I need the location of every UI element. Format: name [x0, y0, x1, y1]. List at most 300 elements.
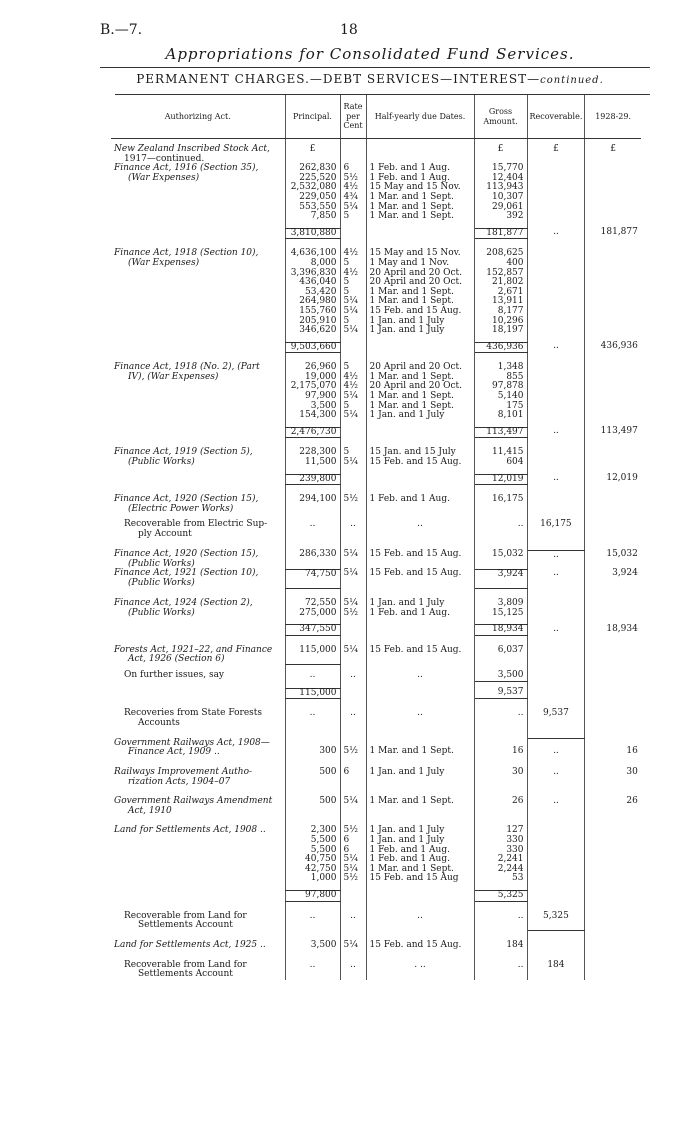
year-amount: 30: [626, 767, 638, 777]
list-value: 1 Mar. and 1 Sept.: [369, 201, 454, 212]
act-cell: [111, 941, 285, 951]
act-line: (Public Works): [128, 457, 195, 468]
due-dates: 15 Feb. and 15 Aug.: [366, 646, 474, 665]
act-cell: [111, 646, 285, 665]
list-value: 19,000: [305, 371, 337, 382]
list-value: 1 Mar. and 1 Sept.: [369, 400, 454, 411]
list-value: 20 April and 20 Oct.: [369, 277, 462, 288]
act-cell: [111, 569, 285, 588]
principal-list: [285, 826, 340, 884]
list-value: 1 Feb. and 1 Aug.: [369, 854, 450, 865]
list-value: 8,000: [310, 257, 337, 268]
list-value: 855: [506, 371, 524, 382]
subtotal-principal: 115,000: [285, 688, 340, 699]
list-value: 4½: [343, 381, 358, 392]
table-row: [111, 739, 641, 758]
list-value: 1 Mar. and 1 Sept.: [369, 371, 454, 382]
dots: ..: [474, 961, 527, 980]
list-value: 29,061: [492, 201, 524, 212]
list-value: 8,177: [497, 305, 524, 316]
list-value: 1 Jan. and 1 July: [369, 325, 445, 336]
act-cell: [111, 797, 285, 816]
act-line: Finance Act, 1924 (Section 2),: [114, 597, 253, 608]
list-value: 21,802: [492, 277, 524, 288]
list-value: 1 Jan. and 1 July: [369, 834, 445, 845]
list-value: 20 April and 20 Oct.: [369, 381, 462, 392]
list-value: 5¼: [343, 201, 358, 212]
list-value: 1 Feb. and 1 Aug.: [369, 163, 450, 174]
table-row: [111, 569, 641, 588]
act-line: Settlements Account: [138, 969, 233, 980]
subtotal-row: [111, 342, 641, 353]
list-value: 97,878: [492, 381, 524, 392]
gross-amount: 30: [474, 768, 527, 787]
act-line: 1917—continued.: [124, 153, 205, 164]
title-rule: [100, 67, 650, 68]
table-row: [111, 520, 641, 539]
list-value: 1 Jan. and 1 July: [369, 597, 445, 608]
act-line: Finance Act, 1918 (No. 2), (Part: [114, 362, 260, 373]
col-due-dates: Half-yearly due Dates.: [366, 95, 474, 139]
dots: . ..: [366, 961, 474, 980]
principal: 300: [285, 739, 340, 758]
table-row: [111, 495, 641, 514]
table-row: [111, 826, 641, 884]
list-value: 3,500: [310, 400, 337, 411]
appropriations-table: [111, 95, 641, 980]
list-value: 1 Mar. and 1 Sept.: [369, 286, 454, 297]
dots: ..: [285, 912, 340, 931]
list-value: 208,625: [486, 248, 524, 259]
list-value: 127: [506, 825, 524, 836]
principal-list: [285, 164, 340, 222]
act-line-text: Finance Act, 1909: [128, 747, 212, 758]
list-value: 5¼: [343, 325, 358, 336]
subtotal-gross: 436,936: [474, 342, 527, 353]
list-value: 1 Jan. and 1 July: [369, 315, 445, 326]
dots: ..: [527, 427, 585, 438]
list-value: 11,415: [492, 447, 524, 458]
list-value: 5¼: [343, 457, 358, 468]
year-amount: 181,877: [600, 227, 638, 238]
col-rate: Rate per Cent: [340, 95, 366, 139]
list-value: 15 Feb. and 15 Aug.: [369, 457, 462, 468]
list-value: 2,532,080: [290, 182, 337, 193]
list-value: 5: [343, 257, 350, 268]
act-line: Act, 1910: [128, 805, 172, 816]
list-value: 400: [506, 257, 524, 268]
list-value: 1 Mar. and 1 Sept.: [369, 391, 454, 402]
list-value: 15 May and 15 Nov.: [369, 248, 461, 259]
principal: 294,100: [285, 495, 340, 514]
act-line: (War Expenses): [128, 257, 200, 268]
list-value: 11,500: [305, 457, 337, 468]
list-value: 5¼: [343, 410, 358, 421]
list-value: 5½: [343, 172, 358, 183]
rate-list: [340, 448, 366, 467]
act-cell: [111, 912, 285, 931]
year-amount: 16: [626, 745, 638, 756]
due-dates: 1 Mar. and 1 Sept.: [366, 739, 474, 758]
list-value: 5: [343, 447, 350, 458]
act-line: Railways Improvement Autho-: [114, 767, 253, 777]
due-dates: 1 Feb. and 1 Aug.: [366, 495, 474, 514]
act-line: Recoverable from Land for: [124, 959, 247, 970]
col-recoverable: Recoverable.: [527, 95, 585, 139]
act-line: Forests Act, 1921–22, and Finance: [114, 644, 273, 655]
list-value: 275,000: [299, 607, 337, 618]
list-value: 1,348: [497, 362, 524, 373]
page-header: [0, 22, 700, 42]
list-value: 1 May and 1 Nov.: [369, 257, 450, 268]
act-line: [114, 826, 282, 836]
rate: 5¼: [340, 941, 366, 951]
list-value: 1 Mar. and 1 Sept.: [369, 211, 454, 222]
act-line: Settlements Account: [138, 920, 233, 931]
subtotal-principal: 97,800: [285, 890, 340, 901]
list-value: 15 Jan. and 15 July: [369, 447, 456, 458]
list-value: 2,244: [497, 863, 524, 874]
list-value: 2,241: [497, 854, 524, 865]
list-value: 5¼: [343, 296, 358, 307]
table-row: [111, 599, 641, 618]
act-cell: [111, 164, 285, 222]
list-value: 3,396,830: [290, 267, 337, 278]
list-value: 53,420: [305, 286, 337, 297]
act-cell: [111, 826, 285, 884]
section-main: PERMANENT CHARGES.—DEBT SERVICES—INTEREST—: [136, 72, 541, 86]
year-amount: 15,032: [606, 549, 638, 560]
list-value: 392: [506, 211, 524, 222]
subtotal-principal: 239,800: [285, 474, 340, 485]
dots: ..: [340, 520, 366, 539]
list-value: 1 Mar. and 1 Sept.: [369, 191, 454, 202]
principal: 286,330: [285, 550, 340, 569]
table-row: [111, 646, 641, 665]
act-cell: [111, 448, 285, 467]
list-value: 205,910: [299, 315, 337, 326]
list-value: 175: [506, 400, 524, 411]
list-value: 4,636,100: [290, 248, 337, 259]
col-authorizing-act: Authorizing Act.: [111, 95, 285, 139]
due-dates: 15 Feb. and 15 Aug.: [366, 941, 474, 951]
act-line: Government Railways Act, 1908—: [114, 737, 270, 748]
currency-symbol: £: [610, 144, 616, 154]
act-cell: [111, 249, 285, 335]
gross-amount: 6,037: [474, 646, 527, 665]
dots: ..: [527, 342, 585, 353]
list-value: 5,500: [310, 844, 337, 855]
dots: ..: [527, 797, 585, 816]
act-cell: [111, 550, 285, 569]
dots: ..: [285, 520, 340, 539]
act-line: Government Railways Amendment: [114, 796, 273, 807]
table-row: [111, 164, 641, 222]
dots: ..: [474, 912, 527, 931]
list-value: 8,101: [497, 410, 524, 421]
act-cell: [111, 599, 285, 618]
list-value: 4½: [343, 248, 358, 259]
dots: ..: [366, 709, 474, 728]
principal: 500: [285, 797, 340, 816]
table-row: [111, 448, 641, 467]
act-cell: [111, 520, 285, 539]
principal-list: [285, 448, 340, 467]
list-value: 5: [343, 211, 350, 222]
due-dates: 1 Mar. and 1 Sept.: [366, 797, 474, 816]
list-value: 42,750: [305, 863, 337, 874]
dots: ..: [340, 671, 366, 681]
subtotal-principal: 9,503,660: [285, 342, 340, 353]
dots: ..: [366, 520, 474, 539]
subtotal-principal: 347,550: [285, 625, 340, 636]
year-amount: 26: [626, 796, 638, 807]
list-value: 2,175,070: [290, 381, 337, 392]
dates-list: [366, 249, 474, 335]
list-value: 330: [506, 834, 524, 845]
act-line: Recoverable from Electric Sup-: [124, 519, 268, 530]
principal-list: [285, 599, 340, 618]
due-dates: 15 Feb. and 15 Aug.: [366, 569, 474, 588]
act-cell: [111, 363, 285, 421]
dots: ..: [260, 825, 266, 836]
report-reference: B.—7.: [100, 22, 143, 38]
list-value: 53: [512, 873, 524, 884]
list-value: 5½: [343, 825, 358, 836]
dots: ..: [366, 912, 474, 931]
list-value: 2,671: [497, 286, 524, 297]
gross-amount: 3,500: [474, 671, 527, 681]
act-line: (Public Works): [128, 577, 195, 588]
list-value: 15 Feb. and 15 Aug.: [369, 305, 462, 316]
currency-symbol: £: [285, 145, 340, 164]
table-row: [111, 249, 641, 335]
act-line: Act, 1926 (Section 6): [128, 654, 225, 665]
due-dates: 1 Jan. and 1 July: [366, 768, 474, 787]
list-value: 15 Feb. and 15 Aug: [369, 873, 459, 884]
act-line: (Public Works): [128, 607, 195, 618]
list-value: 154,300: [299, 410, 337, 421]
list-value: 5: [343, 362, 350, 373]
subtotal-principal: 3,810,880: [285, 228, 340, 239]
year-amount: 18,934: [606, 623, 638, 634]
rate: 6: [340, 768, 366, 787]
list-value: 10,296: [492, 315, 524, 326]
act-cell: [111, 495, 285, 514]
act-line: Finance Act, 1920 (Section 15),: [114, 494, 259, 505]
dots: ..: [340, 961, 366, 980]
list-value: 5¼: [343, 863, 358, 874]
dates-list: [366, 599, 474, 618]
act-line: rization Acts, 1904–07: [128, 776, 231, 787]
col-year: 1928-29.: [585, 95, 641, 139]
dots: ..: [527, 228, 585, 239]
act-line: On further issues, say: [124, 670, 225, 681]
dots: ..: [527, 739, 585, 758]
list-value: 5: [343, 315, 350, 326]
list-value: 5,140: [497, 391, 524, 402]
year-amount: 3,924: [612, 568, 638, 579]
list-value: 113,943: [486, 182, 524, 193]
act-cell: [111, 709, 285, 728]
section-title: [0, 72, 700, 86]
table-row: [111, 941, 641, 951]
list-value: 5¼: [343, 391, 358, 402]
act-line: Finance Act, 1918 (Section 10),: [114, 248, 259, 259]
list-value: 604: [506, 457, 524, 468]
dots: ..: [527, 474, 585, 485]
list-value: 152,857: [486, 267, 524, 278]
list-value: 1 Mar. and 1 Sept.: [369, 863, 454, 874]
currency-symbol: £: [474, 145, 527, 164]
act-line: (Public Works): [128, 558, 195, 569]
subtotal-gross: 18,934: [474, 625, 527, 636]
gross-list: [474, 249, 527, 335]
list-value: 1 Jan. and 1 July: [369, 410, 445, 421]
subtotal-row: [111, 625, 641, 636]
subtotal-gross: 12,019: [474, 474, 527, 485]
list-value: 1 Feb. and 1 Aug.: [369, 844, 450, 855]
list-value: 20 April and 20 Oct.: [369, 267, 462, 278]
dots: ..: [474, 520, 527, 539]
list-value: 40,750: [305, 854, 337, 865]
list-value: 436,040: [299, 277, 337, 288]
dots: ..: [285, 709, 340, 728]
list-value: 6: [343, 163, 350, 174]
act-line: Finance Act, 1921 (Section 10),: [114, 568, 259, 579]
subtotal-gross: 5,325: [474, 890, 527, 901]
act-line: Finance Act, 1919 (Section 5),: [114, 447, 253, 458]
gross-amount: 16,175: [474, 495, 527, 514]
principal: 500: [285, 768, 340, 787]
list-value: 5¼: [343, 597, 358, 608]
act-line-text: Land for Settlements Act, 1925: [114, 940, 258, 951]
principal-list: [285, 249, 340, 335]
act-line: Finance Act, 1920 (Section 15),: [114, 549, 259, 560]
due-dates: 15 Feb. and 15 Aug.: [366, 550, 474, 569]
table-row: [111, 145, 641, 164]
col-principal: Principal.: [285, 95, 340, 139]
dots: ..: [527, 768, 585, 787]
gross-list: [474, 826, 527, 884]
list-value: 5¼: [343, 305, 358, 316]
principal: 74,750: [285, 569, 340, 588]
act-line: (War Expenses): [128, 172, 200, 183]
rate: 5¼: [340, 797, 366, 816]
section-continued: continued.: [540, 75, 604, 86]
table-header-row: [111, 95, 641, 139]
rate-list: [340, 599, 366, 618]
list-value: 264,980: [299, 296, 337, 307]
rate: 5¼: [340, 646, 366, 665]
table-row: [111, 709, 641, 728]
dots: ..: [340, 709, 366, 728]
table-row: [111, 961, 641, 980]
list-value: 4¾: [343, 191, 358, 202]
list-value: 346,620: [299, 325, 337, 336]
act-line: Recoverable from Land for: [124, 910, 247, 921]
rate-list: [340, 363, 366, 421]
list-value: 5½: [343, 607, 358, 618]
dots: ..: [260, 940, 266, 951]
list-value: 1 Feb. and 1 Aug.: [369, 607, 450, 618]
act-line: IV), (War Expenses): [128, 371, 219, 382]
gross-amount: 26: [474, 797, 527, 816]
table-row: [111, 363, 641, 421]
list-value: 5: [343, 400, 350, 411]
list-value: 18,197: [492, 325, 524, 336]
dates-list: [366, 363, 474, 421]
year-amount: 436,936: [600, 341, 638, 352]
recoverable-amount: 5,325: [527, 912, 585, 931]
list-value: 2,300: [310, 825, 337, 836]
list-value: 5½: [343, 873, 358, 884]
act-line: [114, 748, 282, 758]
list-value: 72,550: [305, 597, 337, 608]
list-value: 155,760: [299, 305, 337, 316]
subtotal-principal: 2,476,730: [285, 427, 340, 438]
gross-amount: 16: [474, 739, 527, 758]
rate-list: [340, 164, 366, 222]
subtotal-row: [111, 427, 641, 438]
gross-list: [474, 448, 527, 467]
list-value: 15,125: [492, 607, 524, 618]
rate: 5¼: [340, 569, 366, 588]
subtotal-gross: 181,877: [474, 228, 527, 239]
act-line: ply Account: [138, 529, 192, 539]
dates-list: [366, 164, 474, 222]
principal: 115,000: [285, 646, 340, 665]
subtotal-gross: 113,497: [474, 427, 527, 438]
list-value: 228,300: [299, 447, 337, 458]
dates-list: [366, 826, 474, 884]
list-value: 262,830: [299, 163, 337, 174]
recoverable-amount: 16,175: [527, 520, 585, 539]
list-value: 6: [343, 834, 350, 845]
dots: ..: [474, 709, 527, 728]
table-row: [111, 797, 641, 816]
dots: ..: [340, 912, 366, 931]
list-value: 1 Feb. and 1 Aug.: [369, 172, 450, 183]
dots: ..: [527, 550, 585, 569]
list-value: 15,770: [492, 163, 524, 174]
subtotal-gross: 9,537: [474, 688, 527, 699]
list-value: 5,500: [310, 834, 337, 845]
act-cell: [111, 671, 285, 681]
table-row: [111, 768, 641, 787]
act-line-text: Land for Settlements Act, 1908: [114, 825, 258, 836]
gross-amount: 3,924: [474, 569, 527, 588]
table-row: [111, 671, 641, 681]
dots: ..: [527, 569, 585, 588]
list-value: 5: [343, 277, 350, 288]
subtotal-row: [111, 890, 641, 901]
list-value: 5¼: [343, 854, 358, 865]
list-value: 20 April and 20 Oct.: [369, 362, 462, 373]
recoverable-amount: 184: [527, 961, 585, 980]
list-value: 330: [506, 844, 524, 855]
list-value: 26,960: [305, 362, 337, 373]
subtotal-row: [111, 688, 641, 699]
act-cell: [111, 768, 285, 787]
list-value: 1 Jan. and 1 July: [369, 825, 445, 836]
list-value: 6: [343, 844, 350, 855]
gross-amount: 184: [474, 941, 527, 951]
act-line: New Zealand Inscribed Stock Act,: [114, 144, 270, 154]
gross-list: [474, 599, 527, 618]
list-value: 13,911: [492, 296, 524, 307]
list-value: 4½: [343, 182, 358, 193]
